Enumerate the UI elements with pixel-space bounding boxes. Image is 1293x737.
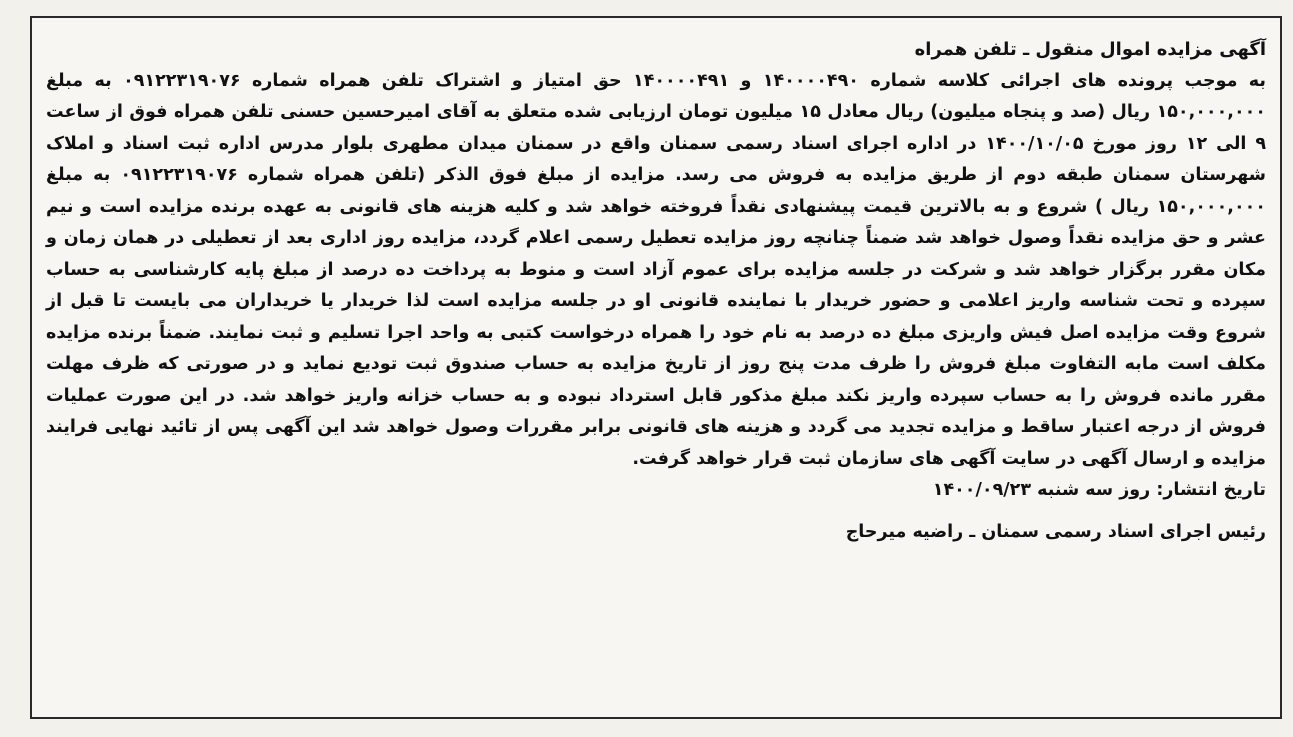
notice-frame bbox=[30, 16, 1282, 719]
notice-body: به موجب پرونده های اجرائی کلاسه شماره ۱۴۰۰۰۰۴۹۰ و ۱۴۰۰۰۰۴۹۱ حق امتیاز و اشتراک تلفن همراه شماره ۰۹۱۲۲۳۱۹۰۷۶ به مبلغ ۱۵۰,۰۰۰,۰۰۰ ریال (صد و پنجاه میلیون) ریال معادل ۱۵ میلیون تومان ارزیابی شده متعلق به آقای امیرحسین حسنی تلفن همراه فوق از ساعت ۹ الی ۱۲ روز مورخ ۱۴۰۰/۱۰/۰۵ در اداره اجرای اسناد رسمی سمنان واقع در سمنان میدان مطهری بلوار مدرس اداره ثبت اسناد و املاک شهرستان سمنان طبقه دوم از طریق مزایده به فروش می رسد. مزایده از مبلغ فوق الذکر (تلفن همراه شماره ۰۹۱۲۲۳۱۹۰۷۶ به مبلغ ۱۵۰,۰۰۰,۰۰۰ ریال ) شروع و به بالاترین قیمت پیشنهادی نقداً فروخته خواهد شد و کلیه هزینه های قانونی به عهده برنده مزایده است و نیم عشر و حق مزایده نقداً وصول خواهد شد ضمناً چنانچه روز مزایده تعطیل رسمی اعلام گردد، مزایده روز اداری بعد از تعطیلی در همان زمان و مکان مقرر برگزار خواهد شد و شرکت در جلسه مزایده برای عموم آزاد است و منوط به پرداخت ده درصد از مبلغ پایه کارشناسی به حساب سپرده و تحت شناسه واریز اعلامی و حضور خریدار با نماینده قانونی او در جلسه مزایده است لذا خریدار یا خریداران می بایست تا قبل از شروع وقت مزایده اصل فیش واریزی مبلغ ده درصد به نام خود را همراه درخواست کتبی به واحد اجرا تسلیم و ثبت نمایند. ضمناً برنده مزایده مکلف است مابه التفاوت مبلغ فروش را ظرف مدت پنج روز از تاریخ مزایده به حساب صندوق ثبت تودیع نماید و در صورتی که ظرف مهلت مقرر مانده فروش را به حساب سپرده واریز نکند مبلغ مذکور قابل استرداد نبوده و به حساب خزانه واریز خواهد شد. در این صورت عملیات فروش از درجه اعتبار ساقط و مزایده تجدید می گردد و هزینه های قانونی برابر مقررات وصول خواهد شد این آگهی پس از تائید نهایی فرایند مزایده و ارسال آگهی در سایت آگهی های سازمان ثبت قرار خواهد گرفت. bbox=[46, 70, 1266, 469]
notice-title: آگهی مزایده اموال منقول ـ تلفن همراه bbox=[914, 39, 1266, 60]
signature-line: رئیس اجرای اسناد رسمی سمنان ـ راضیه میرحاج bbox=[845, 521, 1266, 542]
notice-content bbox=[46, 34, 1266, 548]
publish-date: تاریخ انتشار: روز سه شنبه ۱۴۰۰/۰۹/۲۳ bbox=[932, 480, 1266, 500]
